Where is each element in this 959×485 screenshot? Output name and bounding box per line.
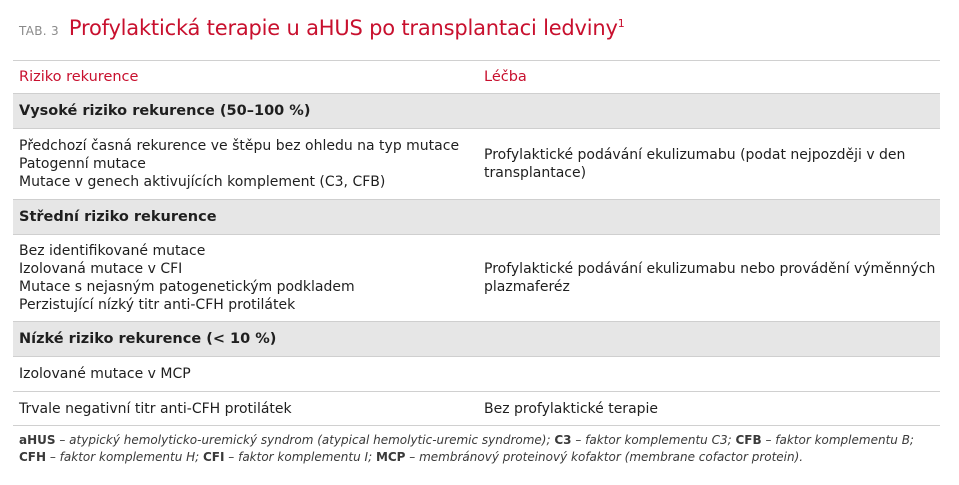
table-header-row: [13, 60, 940, 93]
treatment-cell: [479, 260, 940, 296]
abbr-cfi: CFI: [203, 450, 225, 464]
table-row: [13, 129, 940, 199]
risk-cell: [13, 137, 479, 191]
risk-line: Mutace v genech aktivujících komplement (C3, CFB): [19, 174, 386, 190]
treatment-cell: Bez profylaktické terapie: [484, 400, 659, 417]
abbr-ahus-definition: – atypický hemolyticko-uremický syndrom (atypical hemolytic-uremic syndrome);: [55, 433, 555, 447]
abbr-mcp: MCP: [375, 450, 406, 464]
treatment-line: transplantace): [484, 165, 587, 181]
abbr-cfh: CFH: [19, 450, 47, 464]
abbr-c3-definition: – faktor komplementu C3;: [571, 433, 736, 447]
table-title-text: Profylaktická terapie u aHUS po transplantaci ledviny: [68, 16, 618, 40]
table-row: [13, 235, 940, 321]
table-number-label: TAB. 3: [19, 24, 59, 38]
treatment-line: Profylaktické podávání ekulizumabu (podat nejpozději v den: [484, 147, 906, 163]
risk-line: Bez identifikované mutace: [19, 243, 206, 259]
abbr-c3: C3: [554, 433, 572, 447]
risk-cell: Izolované mutace v MCP: [19, 366, 191, 382]
risk-line: Předchozí časná rekurence ve štěpu bez ohledu na typ mutace: [19, 138, 460, 154]
abbr-mcp-definition: – membránový proteinový kofaktor (membrane cofactor protein).: [405, 450, 804, 464]
treatment-line: Profylaktické podávání ekulizumabu nebo provádění výměnných: [484, 261, 936, 277]
abbr-cfh-definition: – faktor komplementu H;: [46, 450, 203, 464]
abbr-cfi-definition: – faktor komplementu I;: [224, 450, 376, 464]
risk-line: Izolovaná mutace v CFI: [19, 261, 183, 277]
table-footnote: [19, 432, 934, 466]
risk-cell: [13, 242, 479, 314]
group-header-high-risk: Vysoké riziko rekurence (50–100 %): [13, 93, 940, 129]
risk-line: Mutace s nejasným patogenetickým podkladem: [19, 279, 355, 295]
abbr-cfb-definition: – faktor komplementu B;: [761, 433, 914, 447]
table-bottom-rule: [13, 425, 940, 426]
treatment-cell: [479, 146, 940, 182]
table-row: [13, 357, 940, 391]
table-row: [13, 391, 940, 425]
reference-superscript: 1: [617, 17, 625, 30]
header-treatment: Léčba: [484, 69, 527, 85]
risk-line: Patogenní mutace: [19, 156, 146, 172]
header-risk: Riziko rekurence: [19, 69, 139, 85]
risk-line: Perzistující nízký titr anti-CFH protilátek: [19, 297, 296, 313]
group-header-low-risk: Nízké riziko rekurence (< 10 %): [13, 321, 940, 357]
group-header-medium-risk: Střední riziko rekurence: [13, 199, 940, 235]
abbr-cfb: CFB: [735, 433, 762, 447]
risk-cell: Trvale negativní titr anti-CFH protilátek: [19, 400, 292, 417]
table-title: [69, 16, 625, 40]
abbr-ahus: aHUS: [19, 433, 56, 447]
risk-table: [13, 60, 940, 426]
table-title-row: [19, 16, 625, 40]
treatment-line: plazmaferéz: [484, 279, 570, 295]
